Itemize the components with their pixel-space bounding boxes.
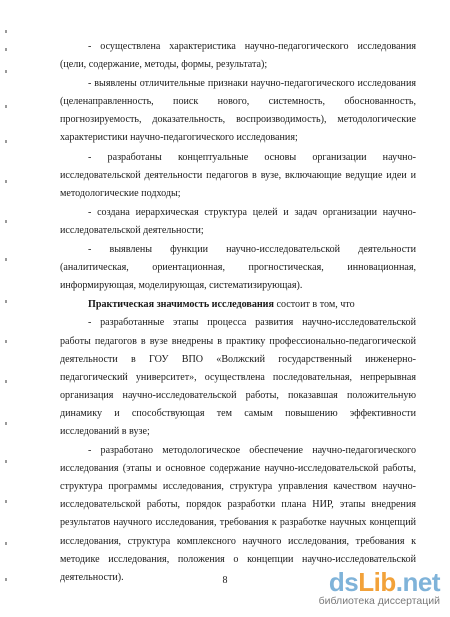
dslib-subtitle: библиотека диссертаций xyxy=(318,595,440,607)
logo-lib: Lib xyxy=(358,567,396,597)
paragraph-conceptual-basis: - разработаны концептуальные основы организации научно-исследовательской деятельности педагогов в вузе, включающие ведущие идеи и методологические подходы; xyxy=(60,151,416,199)
practical-heading-bold: Практическая значимость исследования xyxy=(88,299,274,311)
paragraph-functions: - выявлены функции научно-исследовательской деятельности (аналитическая, ориентационная, прогностическая, инновационная, информирующая, моделирующая, систематизирующая). xyxy=(60,244,416,292)
practical-significance-heading xyxy=(60,296,416,314)
body-text xyxy=(60,38,416,587)
paragraph-hierarchy: - создана иерархическая структура целей и задач организации научно-исследовательской деятельности; xyxy=(60,206,416,236)
paragraph-characteristic: - осуществлена характеристика научно-педагогического исследования (цели, содержание, методы, формы, результата); xyxy=(60,41,416,71)
logo-net: .net xyxy=(395,567,440,597)
logo-ds: ds xyxy=(328,567,359,597)
paragraph-stages: - разработанные этапы процесса развития научно-исследовательской работы педагогов в вузе внедрены в практику профессионально-педагогической деятельности в ГОУ ВПО «Волжский государственный инженерно-педагогический университет», осуществлена последовательная, непрерывная организация научно-исследовательской работы, показавшая положительную динамику и способствующая тем самым повышению эффективности исследований в вузе; xyxy=(60,317,416,437)
page-number: 8 xyxy=(222,575,228,586)
dslib-watermark xyxy=(290,567,440,611)
paragraph-features: - выявлены отличительные признаки научно-педагогического исследования (целенаправленность, поиск нового, системность, обоснованность, прогнозируемость, доказательность, воспроизводимость), методологические характеристики научно-педагогического исследования; xyxy=(60,78,416,144)
paragraph-methodology: - разработано методологическое обеспечение научно-педагогического исследования (этапы и основное содержание научно-исследовательской работы, структура программы исследования, структура управления качеством научно-исследовательской работы, порядок разработки плана НИР, этапы внедрения результатов научного исследования, требования к разработке научных концепций исследования, структура комплексного научного исследования, требования к методике исследования, положения о концепции научно-исследовательской деятельности). xyxy=(60,445,416,583)
practical-heading-tail: состоит в том, что xyxy=(273,299,355,311)
dslib-logo xyxy=(329,567,440,598)
scan-margin-marks xyxy=(2,30,12,590)
